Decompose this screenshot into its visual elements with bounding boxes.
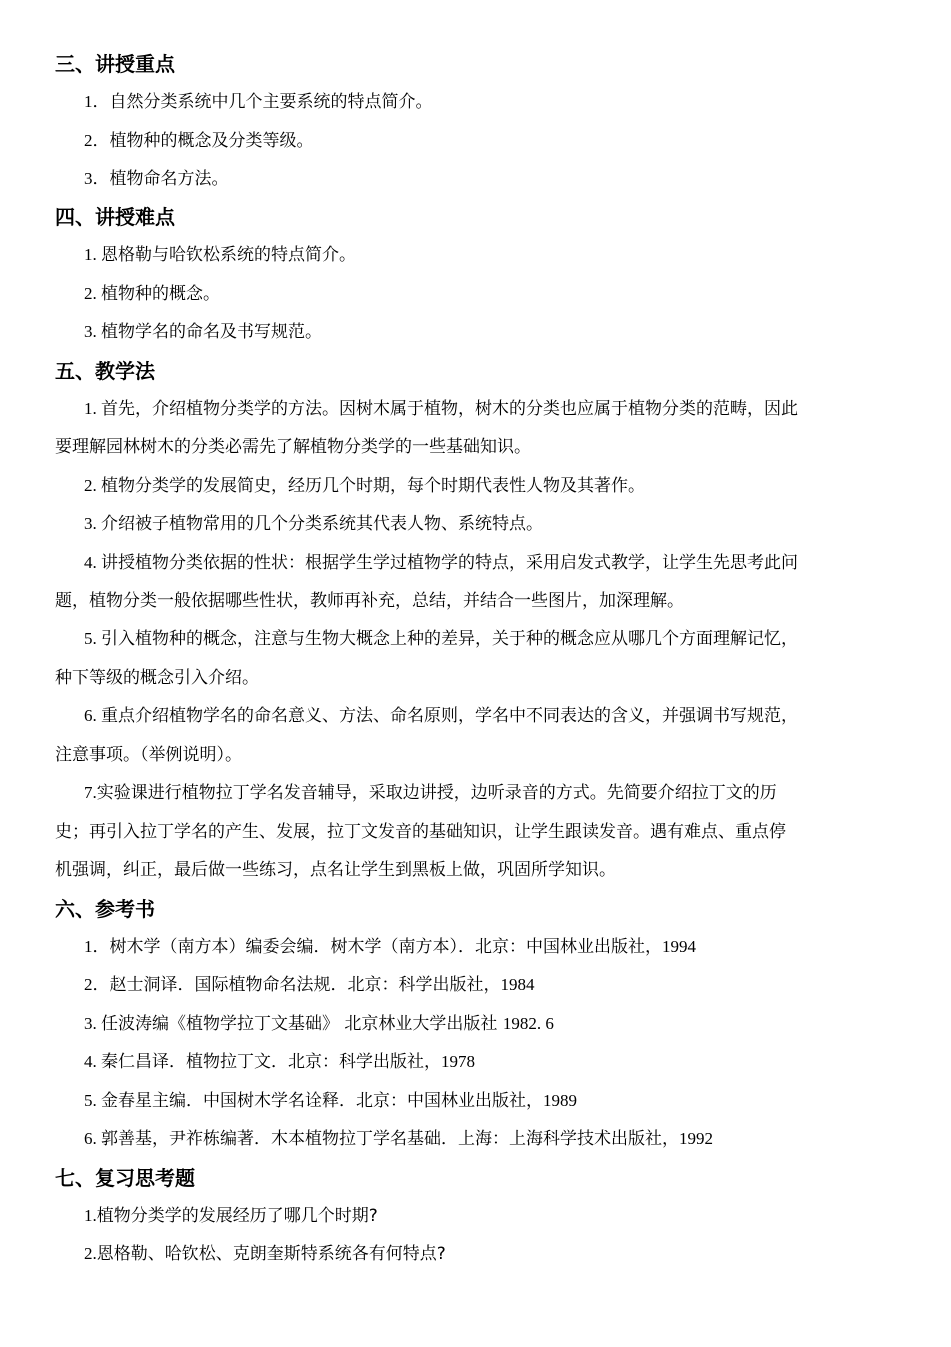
question-item: [84, 1205, 378, 1227]
reference-text: 赵士洞译．国际植物命名法规．北京：科学出版社，: [109, 975, 501, 995]
item-number: 4.: [84, 553, 101, 572]
item-text: 植物命名方法。: [109, 169, 229, 189]
paragraph-line: [84, 513, 543, 535]
section-heading-difficulties: 四、讲授难点: [55, 205, 175, 229]
reference-item: [84, 936, 696, 958]
item-number: 2.: [84, 284, 101, 303]
item-number: 5.: [84, 629, 101, 648]
item-text: 植物学名的命名及书写规范。: [101, 322, 322, 342]
item-text: 植物种的概念。: [101, 284, 220, 304]
paragraph-text: 植物分类学的发展简史，经历几个时期，每个时期代表性人物及其著作。: [101, 476, 645, 496]
item-number: 3.: [84, 322, 101, 341]
item-text: 自然分类系统中几个主要系统的特点简介。: [109, 92, 433, 112]
paragraph-text: 首先，介绍植物分类学的方法。因树木属于植物，树木的分类也应属于植物分类的范畴，因此: [101, 399, 798, 419]
paragraph-line: [84, 782, 777, 804]
item-number: 2．: [84, 131, 110, 150]
reference-item: [84, 1090, 577, 1112]
paragraph-text: 实验课进行植物拉丁学名发音辅导，采取边讲授，边听录音的方式。先简要介绍拉丁文的历: [96, 783, 777, 803]
reference-text: 树木学（南方本）编委会编．树木学（南方本）．北京：中国林业出版社，: [109, 937, 662, 957]
reference-text: 郭善基，尹祚栋编著．木本植物拉丁学名基础．上海：上海科学技术出版社，: [101, 1129, 679, 1149]
list-item: [84, 130, 314, 152]
item-number: 2.: [84, 1244, 97, 1263]
question-text: 恩格勒、哈钦松、克朗奎斯特系统各有何特点?: [96, 1244, 446, 1264]
item-number: 2．: [84, 975, 110, 994]
list-item: [84, 321, 322, 343]
list-item: [84, 283, 220, 305]
section-heading-references: 六、参考书: [55, 897, 155, 921]
reference-year: 1978: [441, 1052, 475, 1071]
item-number: 6.: [84, 1129, 101, 1148]
reference-year: 1992: [679, 1129, 713, 1148]
reference-item: [84, 1013, 554, 1035]
reference-year: 1989: [543, 1091, 577, 1110]
paragraph-line: 种下等级的概念引入介绍。: [55, 668, 259, 688]
item-number: 2.: [84, 476, 101, 495]
paragraph-text: 重点介绍植物学名的命名意义、方法、命名原则，学名中不同表达的含义，并强调书写规范，: [101, 706, 798, 726]
item-number: 1.: [84, 1206, 97, 1225]
item-number: 3.: [84, 514, 101, 533]
section-heading-key-points: 三、讲授重点: [55, 52, 175, 76]
paragraph-line: 题，植物分类一般依据哪些性状，教师再补充，总结，并结合一些图片，加深理解。: [55, 591, 684, 611]
item-number: 6.: [84, 706, 101, 725]
list-item: [84, 244, 356, 266]
reference-year: 1982. 6: [502, 1014, 554, 1033]
list-item: [84, 91, 433, 113]
item-number: 3．: [84, 169, 110, 188]
reference-item: [84, 1128, 713, 1150]
item-number: 1.: [84, 399, 101, 418]
reference-item: [84, 1051, 475, 1073]
paragraph-line: [84, 475, 645, 497]
item-text: 恩格勒与哈钦松系统的特点简介。: [101, 245, 356, 265]
paragraph-text: 讲授植物分类依据的性状：根据学生学过植物学的特点，采用启发式教学，让学生先思考此问: [101, 553, 798, 573]
question-text: 植物分类学的发展经历了哪几个时期?: [96, 1206, 378, 1226]
item-text: 植物种的概念及分类等级。: [109, 131, 314, 151]
reference-text: 金春星主编．中国树木学名诠释．北京：中国林业出版社，: [101, 1091, 543, 1111]
paragraph-text: 引入植物种的概念，注意与生物大概念上种的差异，关于种的概念应从哪几个方面理解记忆，: [101, 629, 798, 649]
paragraph-line: [84, 398, 798, 420]
item-number: 1.: [84, 245, 101, 264]
item-number: 5.: [84, 1091, 101, 1110]
paragraph-line: [84, 705, 798, 727]
section-heading-review-questions: 七、复习思考题: [55, 1166, 195, 1190]
reference-text: 任波涛编《植物学拉丁文基础》 北京林业大学出版社: [101, 1014, 503, 1034]
paragraph-line: [84, 628, 798, 650]
paragraph-line: [84, 552, 798, 574]
paragraph-line: 要理解园林树木的分类必需先了解植物分类学的一些基础知识。: [55, 437, 531, 457]
item-number: 3.: [84, 1014, 101, 1033]
reference-year: 1984: [500, 975, 535, 994]
section-heading-teaching-method: 五、教学法: [55, 359, 155, 383]
reference-text: 秦仁昌译．植物拉丁文．北京：科学出版社，: [101, 1052, 441, 1072]
item-number: 7.: [84, 783, 97, 802]
item-number: 1．: [84, 92, 110, 111]
list-item: [84, 168, 229, 190]
paragraph-line: 史；再引入拉丁学名的产生、发展，拉丁文发音的基础知识，让学生跟读发音。遇有难点、重点停: [55, 822, 786, 842]
paragraph-line: 机强调，纠正，最后做一些练习，点名让学生到黑板上做，巩固所学知识。: [55, 860, 616, 880]
question-item: [84, 1243, 446, 1265]
reference-item: [84, 974, 535, 996]
paragraph-line: 注意事项。（举例说明）。: [55, 745, 242, 765]
item-number: 4.: [84, 1052, 101, 1071]
reference-year: 1994: [662, 937, 696, 956]
item-number: 1．: [84, 937, 110, 956]
paragraph-text: 介绍被子植物常用的几个分类系统其代表人物、系统特点。: [101, 514, 543, 534]
